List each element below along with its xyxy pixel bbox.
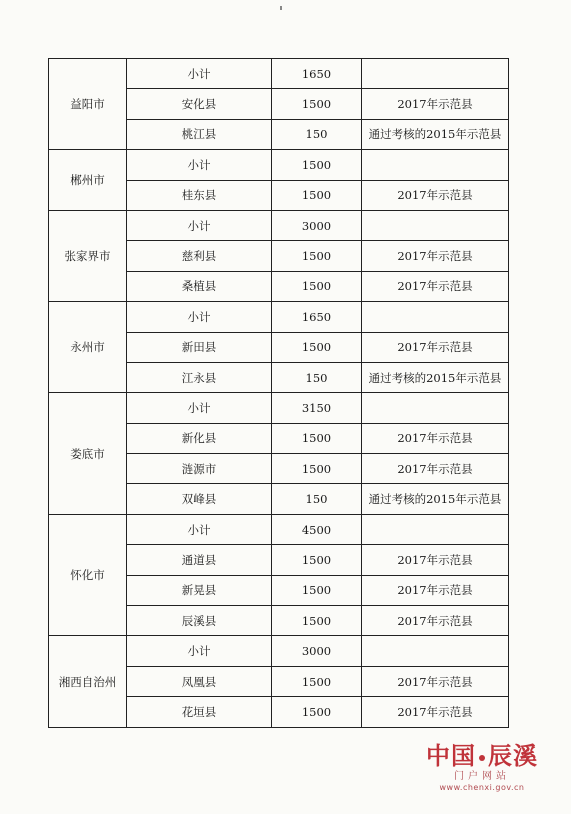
note-cell <box>362 514 509 544</box>
watermark-title <box>407 742 557 770</box>
subtotal-row <box>49 514 509 544</box>
watermark-dot-icon <box>479 755 485 761</box>
note-cell: 2017年示范县 <box>362 241 509 271</box>
county-cell: 小计 <box>127 210 272 240</box>
note-cell <box>362 393 509 423</box>
subtotal-row <box>49 150 509 180</box>
note-cell: 2017年示范县 <box>362 545 509 575</box>
note-cell <box>362 636 509 666</box>
site-watermark-logo <box>407 742 557 792</box>
note-cell: 2017年示范县 <box>362 666 509 696</box>
city-cell: 郴州市 <box>49 150 127 211</box>
amount-cell: 1650 <box>272 59 362 89</box>
county-cell: 新田县 <box>127 332 272 362</box>
amount-cell: 3150 <box>272 393 362 423</box>
amount-cell: 1500 <box>272 454 362 484</box>
subtotal-row <box>49 210 509 240</box>
county-cell: 桂东县 <box>127 180 272 210</box>
note-cell: 2017年示范县 <box>362 271 509 301</box>
county-cell: 小计 <box>127 59 272 89</box>
county-cell: 小计 <box>127 514 272 544</box>
amount-cell: 1500 <box>272 241 362 271</box>
county-cell: 慈利县 <box>127 241 272 271</box>
amount-cell: 1500 <box>272 575 362 605</box>
note-cell: 2017年示范县 <box>362 332 509 362</box>
county-cell: 桑植县 <box>127 271 272 301</box>
amount-cell: 3000 <box>272 636 362 666</box>
amount-cell: 1500 <box>272 666 362 696</box>
subtotal-row <box>49 393 509 423</box>
note-cell: 通过考核的2015年示范县 <box>362 484 509 514</box>
county-cell: 小计 <box>127 302 272 332</box>
amount-cell: 150 <box>272 119 362 149</box>
county-cell: 小计 <box>127 150 272 180</box>
county-cell: 江永县 <box>127 362 272 392</box>
allocation-table <box>48 58 509 728</box>
note-cell: 2017年示范县 <box>362 697 509 727</box>
note-cell: 通过考核的2015年示范县 <box>362 119 509 149</box>
amount-cell: 1500 <box>272 180 362 210</box>
note-cell <box>362 302 509 332</box>
amount-cell: 1500 <box>272 89 362 119</box>
subtotal-row <box>49 636 509 666</box>
note-cell: 2017年示范县 <box>362 180 509 210</box>
amount-cell: 3000 <box>272 210 362 240</box>
county-cell: 通道县 <box>127 545 272 575</box>
amount-cell: 1500 <box>272 332 362 362</box>
scan-mark <box>280 6 282 10</box>
county-cell: 涟源市 <box>127 454 272 484</box>
watermark-url: www.chenxi.gov.cn <box>439 783 525 792</box>
table-body <box>49 59 509 728</box>
amount-cell: 1650 <box>272 302 362 332</box>
note-cell: 通过考核的2015年示范县 <box>362 362 509 392</box>
county-cell: 花垣县 <box>127 697 272 727</box>
county-cell: 小计 <box>127 393 272 423</box>
note-cell: 2017年示范县 <box>362 423 509 453</box>
county-cell: 新晃县 <box>127 575 272 605</box>
county-cell: 辰溪县 <box>127 606 272 636</box>
county-cell: 安化县 <box>127 89 272 119</box>
county-cell: 小计 <box>127 636 272 666</box>
subtotal-row <box>49 59 509 89</box>
note-cell: 2017年示范县 <box>362 454 509 484</box>
watermark-title-part2: 辰溪 <box>488 741 538 770</box>
city-cell: 益阳市 <box>49 59 127 150</box>
note-cell: 2017年示范县 <box>362 575 509 605</box>
amount-cell: 1500 <box>272 606 362 636</box>
amount-cell: 150 <box>272 362 362 392</box>
amount-cell: 1500 <box>272 150 362 180</box>
amount-cell: 1500 <box>272 545 362 575</box>
watermark-title-part1: 中国 <box>426 741 476 770</box>
county-cell: 桃江县 <box>127 119 272 149</box>
county-cell: 双峰县 <box>127 484 272 514</box>
county-cell: 凤凰县 <box>127 666 272 696</box>
amount-cell: 1500 <box>272 697 362 727</box>
amount-cell: 1500 <box>272 271 362 301</box>
watermark-subtitle: 门户网站 <box>454 771 510 782</box>
amount-cell: 150 <box>272 484 362 514</box>
city-cell: 张家界市 <box>49 210 127 301</box>
city-cell: 永州市 <box>49 302 127 393</box>
amount-cell: 4500 <box>272 514 362 544</box>
note-cell: 2017年示范县 <box>362 606 509 636</box>
note-cell: 2017年示范县 <box>362 89 509 119</box>
subtotal-row <box>49 302 509 332</box>
city-cell: 娄底市 <box>49 393 127 515</box>
note-cell <box>362 210 509 240</box>
city-cell: 怀化市 <box>49 514 127 636</box>
note-cell <box>362 59 509 89</box>
county-cell: 新化县 <box>127 423 272 453</box>
city-cell: 湘西自治州 <box>49 636 127 727</box>
note-cell <box>362 150 509 180</box>
amount-cell: 1500 <box>272 423 362 453</box>
